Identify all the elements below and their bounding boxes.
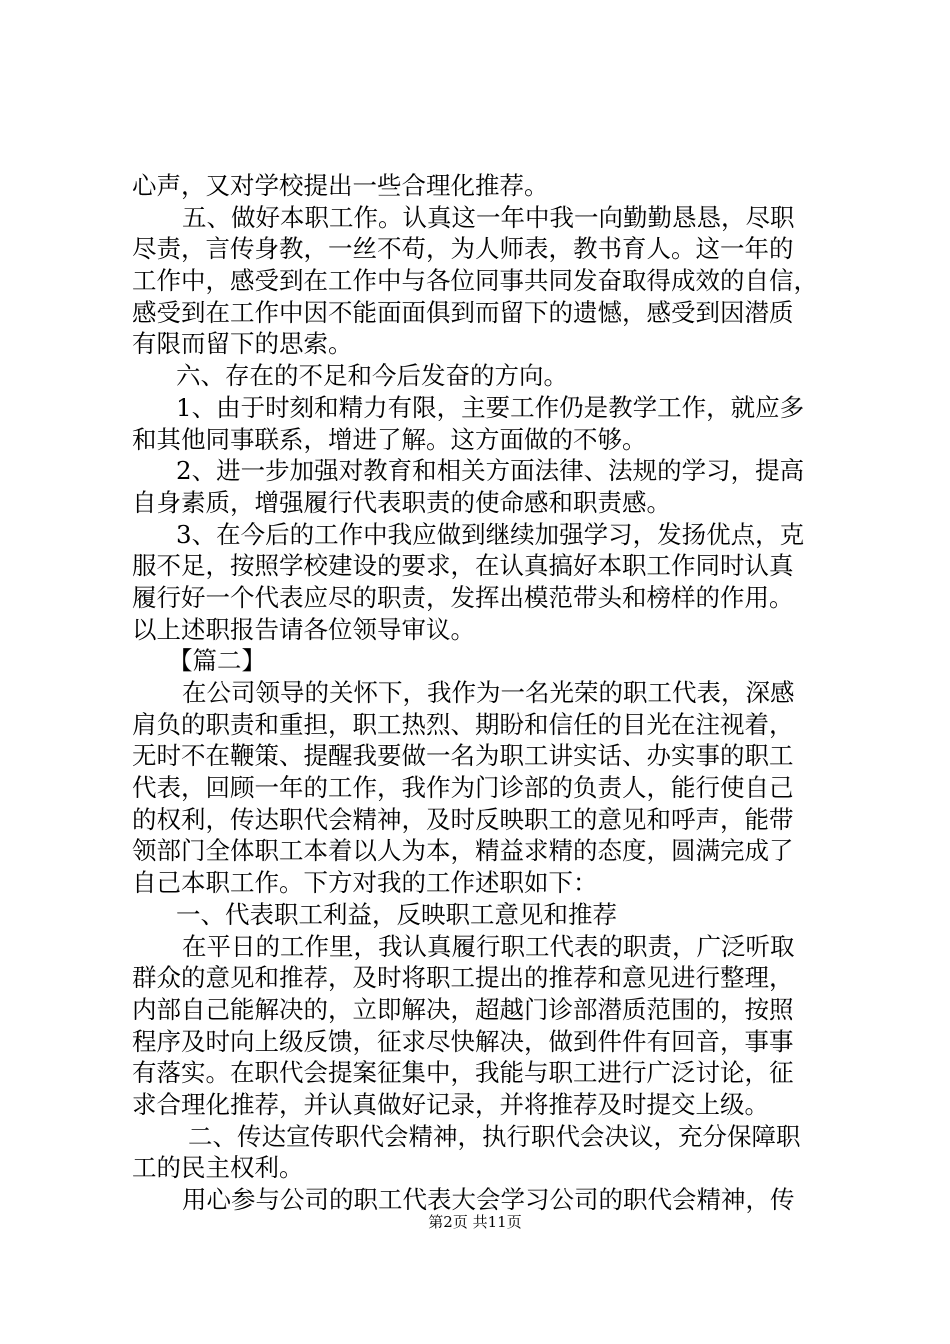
text-line: 自己本职工作。下方对我的工作述职如下： [132,868,598,898]
text-line: 2、进一步加强对教育和相关方面法律、法规的学习，提高 [176,456,805,486]
text-line: 五、做好本职工作。认真这一年中我一向勤勤恳恳，尽职 [182,202,795,232]
text-line: 群众的意见和推荐，及时将职工提出的推荐和意见进行整理， [132,963,794,993]
text-line: 在公司领导的关怀下，我作为一名光荣的职工代表，深感 [182,678,795,707]
text-line: 有落实。在职代会提案征集中，我能与职工进行广泛讨论，征 [132,1058,794,1088]
text-line: 履行好一个代表应尽的职责，发挥出模范带头和榜样的作用。 [132,582,794,612]
text-line: 以上述职报告请各位领导审议。 [132,614,475,644]
text-line: 感受到在工作中因不能面面俱到而留下的遗憾，感受到因潜质 [132,297,794,327]
text-line: 工的民主权利。 [132,1153,304,1183]
text-line: 领部门全体职工本着以人为本，精益求精的态度，圆满完成了 [132,836,794,866]
page-footer: 第2页 共11页 [428,1213,522,1231]
text-line: 尽责，言传身教，一丝不苟，为人师表，教书育人。这一年的 [132,234,794,264]
text-line: 服不足，按照学校建设的要求，在认真搞好本职工作同时认真 [132,551,794,581]
text-line: 【篇二】 [168,646,266,676]
document-body [132,170,832,1216]
text-line: 内部自己能解决的，立即解决，超越门诊部潜质范围的，按照 [132,994,794,1024]
text-line: 二、传达宣传职代会精神，执行职代会决议，充分保障职 [188,1121,801,1151]
text-line: 工作中，感受到在工作中与各位同事共同发奋取得成效的自信， [132,266,818,296]
text-line: 的权利，传达职代会精神，及时反映职工的意见和呼声，能带 [132,804,794,834]
text-line: 程序及时向上级反馈，征求尽快解决，做到件件有回音，事事 [132,1026,794,1056]
text-line: 1、由于时刻和精力有限，主要工作仍是教学工作，就应多 [176,392,805,422]
text-line: 一、代表职工利益，反映职工意见和推荐 [176,899,617,929]
text-line: 肩负的职责和重担，职工热烈、期盼和信任的目光在注视着， [132,709,794,739]
text-line: 无时不在鞭策、提醒我要做一名为职工讲实话、办实事的职工 [132,741,794,771]
text-line: 3、在今后的工作中我应做到继续加强学习，发扬优点，克 [176,519,805,549]
text-line: 在平日的工作里，我认真履行职工代表的职责，广泛听取 [182,931,795,961]
text-line: 代表，回顾一年的工作，我作为门诊部的负责人，能行使自己 [132,773,794,803]
text-line: 心声，又对学校提出一些合理化推荐。 [132,171,549,200]
text-line: 有限而留下的思索。 [132,329,353,359]
text-line: 求合理化推荐，并认真做好记录，并将推荐及时提交上级。 [132,1089,769,1119]
text-line: 和其他同事联系，增进了解。这方面做的不够。 [132,424,647,454]
text-line: 自身素质，增强履行代表职责的使命感和职责感。 [132,487,671,517]
text-line: 用心参与公司的职工代表大会学习公司的职代会精神，传 [182,1185,795,1214]
text-line: 六、存在的不足和今后发奋的方向。 [176,361,568,391]
